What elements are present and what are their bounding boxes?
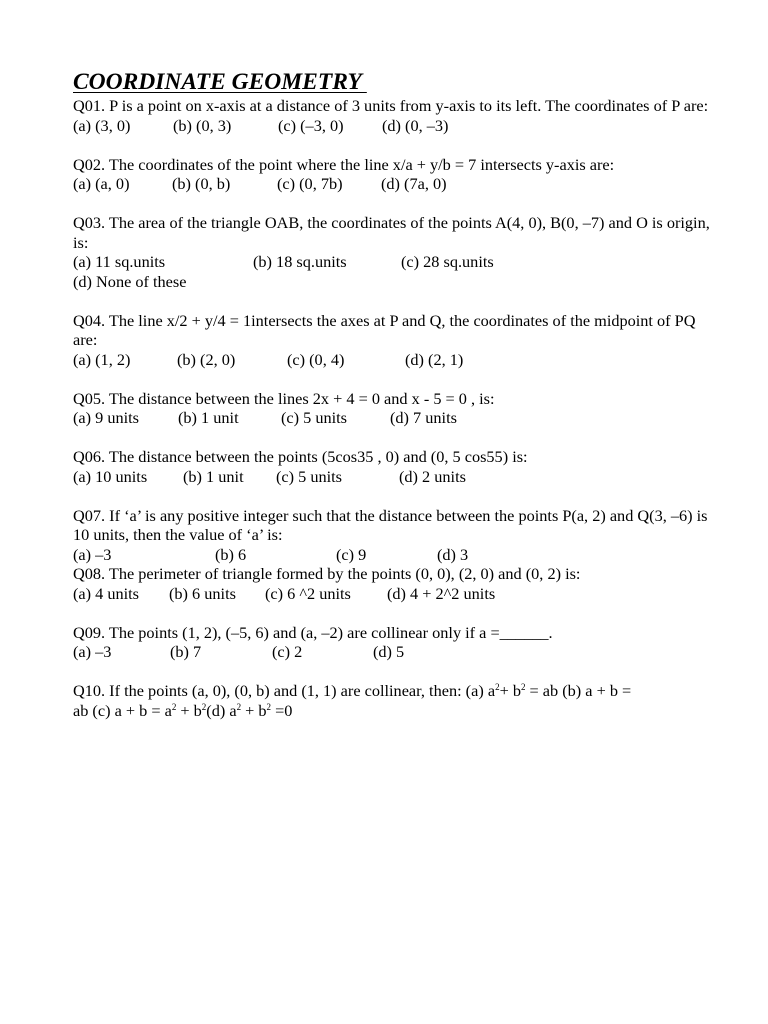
option-d: (d) 3 [437,544,469,564]
option-a: (a) (a, 0) [73,174,130,193]
option-a: (a) –3 [73,642,112,661]
q10-text-a: Q10. If the points (a, 0), (0, b) and (1, 1) are collinear, then: (a) a [73,681,496,700]
question-6-text: Q06. The distance between the points (5cos35 , 0) and (0, 5 cos55) is: [73,447,528,466]
option-b: (b) 6 [215,544,247,564]
option-a: (a) 10 units [73,466,148,486]
option-c: (c) (0, 7b) [277,174,343,193]
q10-text-d: ab (c) a + b = a [73,700,172,720]
option-d: (d) (7a, 0) [381,174,447,193]
question-5-options [73,408,713,428]
question-5-text: Q05. The distance between the lines 2x + 4 = 0 and x - 5 = 0 , is: [73,388,495,408]
question-8-text: Q08. The perimeter of triangle formed by the points (0, 0), (2, 0) and (0, 2) is: [73,564,581,583]
question-9 [73,623,713,662]
option-d: (d) 4 + 2^2 units [387,583,496,603]
question-5 [73,389,713,428]
question-1 [73,96,713,135]
question-3 [73,213,713,291]
option-a: (a) (1, 2) [73,349,131,369]
option-a: (a) 9 units [73,408,140,427]
option-c: (c) 6 ^2 units [265,583,351,603]
question-6-options [73,467,713,487]
option-d: (d) (0, –3) [382,115,449,135]
option-a: (a) 11 sq.units [73,252,166,271]
q10-text-c: = ab (b) a + b = [529,681,632,700]
option-b: (b) (0, 3) [173,115,232,135]
question-8 [73,564,713,603]
question-4-options [73,350,713,370]
q10-text-h: =0 [271,700,293,720]
option-c: (c) (–3, 0) [278,115,344,135]
question-7-text: Q07. If ‘a’ is any positive integer such that the distance between the points P(a, 2) and Q(3, –6) is 10 units, then the value of ‘a’ is: [73,505,708,544]
question-10-line-2 [73,701,713,721]
option-b: (b) 1 unit [183,466,244,486]
question-1-text: Q01. P is a point on x-axis at a distance of 3 units from y-axis to its left. The coordinates of P are: [73,96,709,115]
question-7 [73,506,713,565]
option-c: (c) 5 units [276,466,343,486]
q10-text-f: (d) a [206,700,237,720]
option-a: (a) 4 units [73,583,140,603]
question-1-options [73,116,713,136]
question-10-line-1 [73,681,713,701]
option-c: (c) 28 sq.units [401,252,494,271]
question-7-options [73,545,713,565]
option-b: (b) 7 [170,642,202,661]
option-c: (c) 9 [336,544,367,564]
option-a: (a) –3 [73,544,112,564]
option-d: (d) 2 units [399,466,466,486]
q10-text-e: + b [176,700,202,720]
superscript: 2 [266,701,272,712]
option-c: (c) 5 units [281,408,348,427]
worksheet-page [73,68,713,720]
question-9-options [73,642,713,662]
q10-text-g: + b [241,700,267,720]
question-4-text: Q04. The line x/2 + y/4 = 1intersects the axes at P and Q, the coordinates of the midpoint of PQ are: [73,310,696,349]
question-4 [73,311,713,370]
question-2 [73,155,713,194]
q10-text-b: + b [499,681,521,700]
option-b: (b) 18 sq.units [253,252,347,271]
superscript: 2 [520,682,526,692]
question-2-text: Q02. The coordinates of the point where the line x/a + y/b = 7 intersects y-axis are: [73,154,615,174]
question-8-options [73,584,713,604]
option-c: (c) 2 [272,642,303,661]
superscript: 2 [236,701,242,712]
option-d: (d) (2, 1) [405,349,464,369]
question-3-options [73,252,713,272]
option-b: (b) 6 units [169,583,236,603]
question-2-options [73,174,713,194]
question-6 [73,447,713,486]
question-3-text: Q03. The area of the triangle OAB, the coordinates of the points A(4, 0), B(0, –7) and O is origin, is: [73,213,710,252]
option-b: (b) (2, 0) [177,349,236,369]
question-10 [73,681,713,720]
page-title: COORDINATE GEOMETRY [73,69,367,95]
superscript: 2 [171,701,177,712]
option-c: (c) (0, 4) [287,349,345,369]
superscript: 2 [495,682,500,692]
option-b: (b) (0, b) [172,174,231,193]
option-d: (d) 5 [373,642,405,661]
option-b: (b) 1 unit [178,408,239,427]
question-9-text: Q09. The points (1, 2), (–5, 6) and (a, –2) are collinear only if a =______. [73,622,553,642]
option-a: (a) (3, 0) [73,115,131,135]
option-d: (d) 7 units [390,408,457,427]
superscript: 2 [201,701,207,712]
option-d: (d) None of these [73,271,187,291]
